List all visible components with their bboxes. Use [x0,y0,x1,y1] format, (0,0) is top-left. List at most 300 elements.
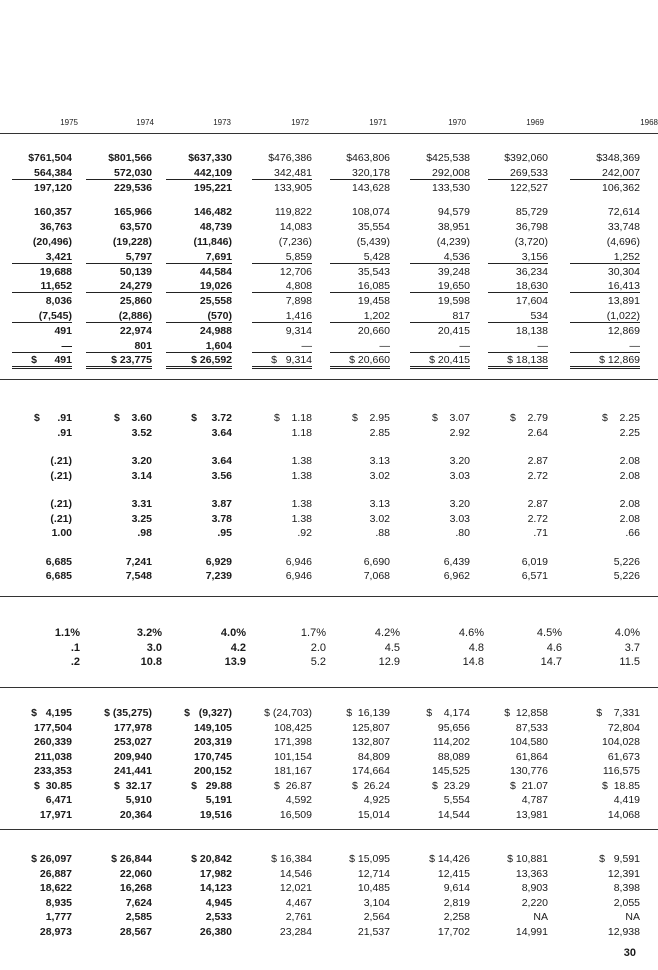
table-cell: 5,859 [252,251,312,264]
table-row [0,926,658,940]
table-cell: — [488,340,548,353]
table-cell: .2 [70,656,80,668]
table-cell: 13.9 [224,656,246,668]
table-cell: $ 16,384 [271,853,312,865]
table-cell: $ 26.87 [274,779,312,792]
table-cell: $ 9,591 [599,853,640,865]
table-cell: 170,745 [194,750,232,763]
table-cell: — [330,340,390,353]
year-1969: 1969 [526,118,544,127]
table-cell: 23,284 [279,925,312,938]
table-cell: 104,028 [602,736,640,748]
table-row [0,707,658,721]
table-cell: 143,628 [352,181,390,194]
table-cell: 3.20 [449,455,470,467]
table-row [0,627,658,641]
table-cell: (5,439) [356,236,390,248]
table-cell: 1.38 [291,469,312,482]
table-cell: 564,384 [12,167,72,180]
table-row [0,221,658,235]
table-cell: 4,419 [613,794,640,806]
table-cell: (1,022) [570,310,640,323]
table-cell: 269,533 [488,167,548,180]
table-cell: $ 16,139 [346,707,390,719]
table-cell: 801 [86,340,152,353]
table-cell: 6,929 [205,555,232,568]
table-row [0,656,658,670]
table-cell: $ 491 [12,354,72,369]
table-cell: 233,353 [34,765,72,777]
table-cell: $ 3.72 [191,412,232,424]
table-cell: 2,585 [125,911,152,923]
table-cell: 1,777 [45,911,72,923]
table-cell: 108,425 [274,721,312,734]
table-cell: 4,925 [363,794,390,806]
table-cell: 3.56 [211,469,232,482]
table-cell: 145,525 [432,765,470,777]
table-cell: .71 [533,527,548,539]
table-cell: 16,509 [279,808,312,821]
table-cell: 200,152 [194,765,232,777]
table-cell: 2,220 [521,896,548,909]
table-cell: $ 3.60 [114,412,152,424]
table-cell: 149,105 [194,721,232,734]
table-cell: 12,415 [437,867,470,880]
table-cell: 14,544 [437,808,470,821]
table-cell: 48,739 [199,221,232,234]
table-cell: 4.6% [458,627,484,639]
table-cell: 39,248 [437,265,470,278]
table-cell: 4,787 [521,794,548,806]
table-cell: 6,019 [521,555,548,568]
table-cell: 2.72 [527,512,548,525]
table-cell: 7,898 [285,295,312,308]
table-cell: $ 26.24 [352,779,390,792]
table-cell: $ 18.85 [602,779,640,792]
table-cell: 19,516 [199,808,232,821]
table-cell: 25,860 [119,295,152,308]
table-row [0,310,658,324]
table-cell: 1.1% [54,627,80,639]
table-cell: 6,439 [443,555,470,568]
table-cell: 4.5% [536,627,562,639]
table-cell: 6,685 [45,555,72,568]
table-cell: 11,652 [12,280,72,293]
table-cell: .80 [455,527,470,539]
table-cell: NA [533,911,548,923]
table-cell: 24,279 [86,280,152,293]
table-row [0,570,658,584]
table-cell: 16,085 [330,280,390,293]
table-cell: 14,083 [279,221,312,234]
table-cell: 2,055 [613,896,640,909]
table-cell: 4,945 [205,896,232,909]
table-cell: $ 2.79 [510,412,548,424]
table-cell: 534 [488,310,548,323]
table-cell: 16,413 [570,280,640,293]
table-cell: 2.0 [310,641,326,654]
table-cell: (20,496) [32,236,72,248]
table-cell: 16,268 [119,882,152,894]
table-row [0,206,658,220]
table-cell: (7,236) [278,236,312,248]
table-cell: 4,808 [252,280,312,293]
table-cell: 8,935 [45,896,72,909]
table-cell: 2.85 [369,426,390,439]
table-cell: 104,580 [510,736,548,748]
table-cell: 6,571 [521,570,548,582]
table-cell: 2.87 [527,455,548,467]
table-cell: 817 [410,310,470,323]
table-cell: $ 18,138 [488,354,548,369]
table-cell: 84,809 [357,750,390,763]
table-cell: 6,946 [285,570,312,582]
table-cell: 119,822 [274,206,312,219]
table-cell: 1,416 [252,310,312,323]
table-cell: $ 32.17 [114,779,152,792]
table-cell: 3.25 [131,512,152,525]
table-cell: 5,797 [86,251,152,264]
table-cell: 146,482 [194,206,232,219]
table-cell: 3.87 [211,498,232,510]
table-cell: $ 20,660 [330,354,390,369]
table-row [0,295,658,309]
table-cell: 132,807 [352,736,390,748]
table-cell: $425,538 [426,152,470,164]
table-cell: 12,938 [607,925,640,938]
table-cell: 2.08 [619,455,640,467]
table-cell: 342,481 [252,167,312,180]
table-cell: .92 [297,527,312,539]
table-cell: $ 15,095 [349,853,390,865]
table-row [0,152,658,166]
table-row [0,911,658,925]
table-cell: 177,504 [34,721,72,734]
table-cell: 3.14 [131,469,152,482]
table-cell: (11,846) [193,236,232,248]
table-cell: 6,946 [285,555,312,568]
table-cell: 4.6 [546,641,562,654]
table-row [0,722,658,736]
table-cell: 33,748 [607,221,640,234]
table-cell: 8,036 [45,295,72,308]
table-cell: $476,386 [268,152,312,164]
table-cell: 24,988 [199,324,232,337]
table-cell: 177,978 [114,721,152,734]
table-cell: 5,191 [205,794,232,806]
table-cell: 2.72 [527,469,548,482]
table-cell: 5,910 [125,794,152,806]
table-cell: 14.7 [540,656,562,668]
table-cell: 6,685 [45,570,72,582]
table-cell: 61,864 [515,750,548,763]
table-cell: $463,806 [346,152,390,164]
table-cell: 72,614 [607,206,640,219]
table-cell: 181,167 [274,765,312,777]
table-cell: .66 [625,527,640,539]
table-cell: 108,074 [352,206,390,219]
table-cell: 3,104 [363,896,390,909]
table-cell: $ 7,331 [596,707,640,719]
table-cell: 133,905 [274,181,312,194]
table-cell: 28,567 [119,925,152,938]
table-cell: 14,068 [607,808,640,821]
table-cell: 14,991 [515,925,548,938]
table-cell: 1,604 [166,340,232,353]
table-cell: 4.0% [614,627,640,639]
table-cell: 5,554 [443,794,470,806]
table-cell: 2,819 [443,896,470,909]
table-cell: 130,776 [510,765,548,777]
table-cell: 63,570 [119,221,152,234]
table-cell: 12.9 [378,656,400,668]
table-cell: 14.8 [462,656,484,668]
table-cell: 35,554 [357,221,390,234]
table-cell: 12,706 [279,265,312,278]
table-cell: — [252,340,312,353]
table-row [0,266,658,280]
table-cell: .91 [57,426,72,439]
table-row [0,354,658,368]
table-cell: $ 23,775 [86,354,152,369]
table-row [0,897,658,911]
table-cell: (.21) [50,498,72,510]
table-row [0,527,658,541]
table-cell: (.21) [50,455,72,467]
table-cell: 3.52 [131,426,152,439]
table-cell: 12,021 [279,882,312,894]
table-cell: 2.08 [619,512,640,525]
table-cell: 572,030 [86,167,152,180]
table-cell: 160,357 [34,206,72,219]
table-cell: $ 26,592 [166,354,232,369]
table-cell: 1.00 [51,527,72,539]
table-cell: 229,536 [114,181,152,194]
table-cell: 2,564 [363,911,390,923]
table-cell: .95 [217,527,232,539]
table-row [0,556,658,570]
table-cell: 6,962 [443,570,470,582]
table-cell: 13,981 [515,808,548,821]
table-cell: (.21) [50,469,72,482]
table-cell: 2,761 [285,911,312,923]
table-cell: 197,120 [34,181,72,194]
table-row [0,182,658,196]
table-cell: 2.92 [449,426,470,439]
table-cell: 3.78 [211,512,232,525]
table-cell: 3.0 [146,641,162,654]
table-cell: 13,363 [515,867,548,880]
table-cell: 18,622 [39,882,72,894]
year-1974: 1974 [136,118,154,127]
table-row [0,765,658,779]
table-cell: 50,139 [119,265,152,278]
table-cell: 12,391 [607,867,640,880]
table-cell: 8,903 [521,882,548,894]
table-cell: 4.5 [384,641,400,654]
table-cell: 320,178 [330,167,390,180]
table-cell: 19,650 [410,280,470,293]
table-cell: 4.8 [468,641,484,654]
table-cell: 101,154 [274,750,312,763]
table-cell: 292,008 [410,167,470,180]
table-cell: 35,543 [357,265,390,278]
table-cell: 5,226 [613,570,640,582]
table-cell: 242,007 [570,167,640,180]
table-cell: 7,068 [363,570,390,582]
table-row [0,882,658,896]
table-cell: (4,239) [436,236,470,248]
table-cell: 2,533 [205,911,232,923]
table-cell: 3,156 [488,251,548,264]
table-row [0,455,658,469]
table-cell: 17,971 [39,808,72,821]
table-cell: 36,798 [515,221,548,234]
table-cell: — [570,340,640,353]
table-cell: 114,202 [432,736,470,748]
table-cell: $ 21.07 [510,779,548,792]
table-cell: 88,089 [437,750,470,763]
table-cell: 5,428 [330,251,390,264]
table-cell: 7,239 [205,570,232,582]
table-cell: 174,664 [352,765,390,777]
table-cell: 26,887 [39,867,72,880]
table-cell: (7,545) [12,310,72,323]
table-cell: 165,966 [114,206,152,219]
table-cell: 171,398 [274,736,312,748]
table-cell: 4,592 [285,794,312,806]
table-cell: (.21) [50,512,72,525]
table-cell: .88 [375,527,390,539]
table-cell: $ 2.25 [602,412,640,424]
table-cell: 17,702 [437,925,470,938]
table-cell: 3.64 [211,455,232,467]
table-cell: 13,891 [607,295,640,308]
table-cell: 122,527 [510,181,548,194]
section-divider-1 [0,379,658,380]
table-cell: .1 [70,641,80,654]
table-cell: 3.31 [131,498,152,510]
table-cell: (19,228) [112,236,152,248]
table-cell: 195,221 [194,181,232,194]
table-cell: 2.87 [527,498,548,510]
table-cell: — [12,340,72,353]
table-cell: 1.38 [291,512,312,525]
table-row [0,340,658,354]
table-cell: $ (24,703) [264,707,312,719]
section-divider-2 [0,596,658,597]
table-cell: 21,537 [357,925,390,938]
table-cell: 14,546 [279,867,312,880]
table-cell: 7,241 [125,555,152,568]
page-number: 30 [623,947,636,959]
table-cell: 3.02 [369,512,390,525]
table-cell: 44,584 [199,265,232,278]
table-cell: 203,319 [194,736,232,748]
table-cell: $ 26,844 [111,853,152,865]
table-cell: $761,504 [28,152,72,164]
table-row [0,280,658,294]
table-cell: 36,234 [515,265,548,278]
table-cell: 12,714 [357,867,390,880]
table-cell: 491 [54,324,72,337]
table-cell: 241,441 [114,765,152,777]
year-1970: 1970 [448,118,466,127]
table-cell: $ 30.85 [34,779,72,792]
table-cell: 7,624 [125,896,152,909]
table-cell: 125,807 [352,721,390,734]
table-row [0,513,658,527]
table-cell: $ (35,275) [104,707,152,719]
table-cell: 20,660 [357,324,390,337]
table-cell: 85,729 [515,206,548,219]
table-cell: $637,330 [188,152,232,164]
table-cell: 7,691 [166,251,232,264]
table-cell: $ 20,842 [191,853,232,865]
table-cell: $ 26,097 [31,853,72,865]
table-cell: 17,604 [515,295,548,308]
table-cell: NA [625,911,640,923]
table-cell: 106,362 [602,181,640,194]
table-cell: $ 10,881 [507,853,548,865]
table-cell: 1,252 [570,251,640,264]
table-row [0,427,658,441]
table-cell: 17,982 [199,867,232,880]
table-row [0,642,658,656]
table-cell: $ 1.18 [274,412,312,424]
table-cell: 8,398 [613,882,640,894]
table-cell: $ 29.88 [191,779,232,792]
table-cell: 38,951 [437,221,470,234]
table-row [0,751,658,765]
table-cell: $ 9,314 [252,354,312,369]
table-cell: 1.38 [291,455,312,467]
year-1971: 1971 [369,118,387,127]
table-cell: $ .91 [34,412,72,424]
table-cell: 22,060 [119,867,152,880]
table-cell: — [410,340,470,353]
table-cell: (3,720) [514,236,548,248]
table-row [0,325,658,339]
table-cell: $ 14,426 [429,853,470,865]
table-cell: 4.2 [230,641,246,654]
table-cell: 2.64 [527,426,548,439]
table-cell: 25,558 [199,295,232,308]
table-cell: 1.18 [291,426,312,439]
table-row [0,809,658,823]
table-cell: 95,656 [437,721,470,734]
table-cell: 3,421 [12,251,72,264]
table-cell: 6,690 [363,555,390,568]
table-cell: 15,014 [357,808,390,821]
section-divider-3 [0,687,658,688]
table-row [0,736,658,750]
year-1973: 1973 [213,118,231,127]
table-cell: 442,109 [166,167,232,180]
table-cell: 3.02 [369,469,390,482]
table-cell: 26,380 [199,925,232,938]
table-cell: 18,138 [515,324,548,337]
table-cell: 22,974 [119,324,152,337]
table-cell: 2.08 [619,498,640,510]
table-cell: 5.2 [310,656,326,668]
table-cell: $ 3.07 [432,412,470,424]
table-cell: 9,614 [443,882,470,894]
table-cell: 94,579 [437,206,470,219]
table-cell: $ 12,869 [570,354,640,369]
table-cell: 9,314 [285,324,312,337]
table-cell: (2,886) [86,310,152,323]
